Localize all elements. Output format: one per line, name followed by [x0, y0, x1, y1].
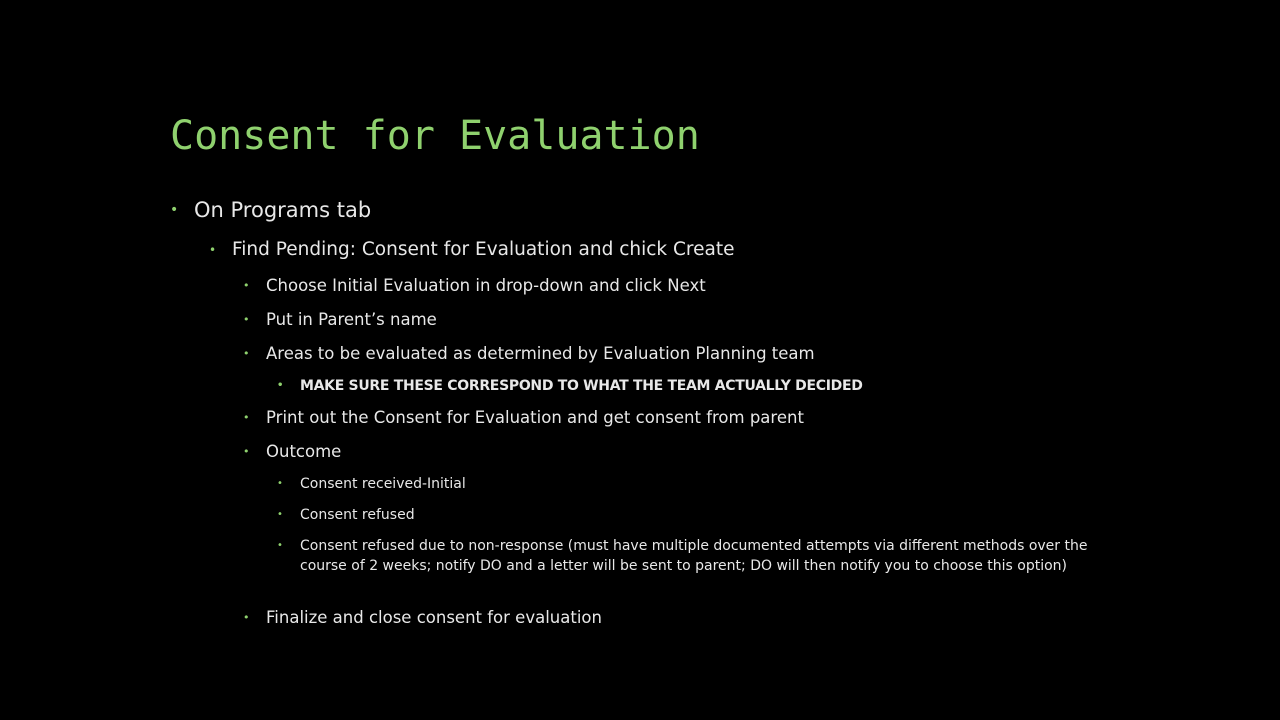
bullet-icon: • [243, 279, 250, 292]
bullet-item-parent-name [243, 309, 437, 331]
bullet-item-choose-initial-evaluation [243, 275, 706, 297]
bullet-text: Consent refused [300, 507, 415, 523]
bullet-item-find-pending [209, 238, 735, 262]
bullet-icon: • [209, 243, 217, 257]
bullet-icon: • [277, 478, 283, 489]
bullet-text: Areas to be evaluated as determined by Evaluation Planning team [266, 344, 815, 363]
bullet-text: MAKE SURE THESE CORRESPOND TO WHAT THE TEAM ACTUALLY DECIDED [300, 378, 863, 394]
bullet-text: Find Pending: Consent for Evaluation and chick Create [232, 239, 735, 260]
bullet-icon: • [243, 313, 250, 326]
bullet-text: Finalize and close consent for evaluation [266, 608, 602, 627]
bullet-item-consent-refused-non-response [277, 536, 1100, 576]
bullet-icon: • [277, 380, 284, 391]
bullet-icon: • [277, 540, 283, 551]
bullet-icon: • [170, 202, 179, 218]
bullet-text: On Programs tab [194, 198, 372, 222]
bullet-icon: • [243, 411, 250, 424]
bullet-text: Choose Initial Evaluation in drop-down and click Next [266, 276, 706, 295]
bullet-item-consent-refused [277, 505, 1100, 525]
bullet-text: Consent received-Initial [300, 476, 466, 492]
bullet-icon: • [243, 611, 250, 624]
bullet-text: Consent refused due to non-response (must have multiple documented attempts via different methods over the course of 2 weeks; notify DO and a letter will be sent to parent; DO will then notify you to choose this option) [300, 538, 1088, 574]
bullet-icon: • [243, 445, 250, 458]
bullet-item-on-programs-tab [170, 197, 372, 223]
bullet-item-areas-evaluated [243, 343, 815, 365]
bullet-item-outcome [243, 441, 342, 463]
bullet-icon: • [277, 509, 283, 520]
bullet-item-consent-received [277, 474, 1100, 494]
bullet-item-print-consent [243, 407, 804, 429]
slide-title: Consent for Evaluation [170, 113, 700, 159]
bullet-text: Print out the Consent for Evaluation and get consent from parent [266, 408, 804, 427]
bullet-item-make-sure-warning [277, 376, 1100, 396]
bullet-text: Put in Parent’s name [266, 310, 437, 329]
bullet-item-finalize-close [243, 607, 602, 629]
bullet-icon: • [243, 347, 250, 360]
bullet-text: Outcome [266, 442, 342, 461]
